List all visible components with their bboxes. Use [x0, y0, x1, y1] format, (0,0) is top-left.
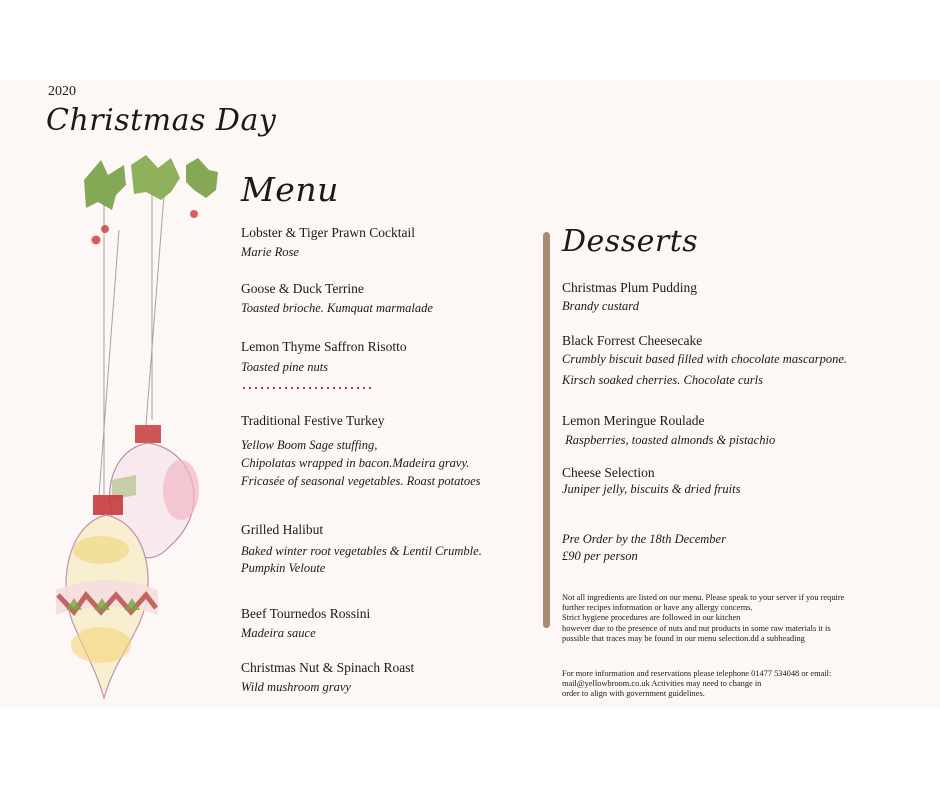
dessert-desc: Juniper jelly, biscuits & dried fruits: [562, 482, 741, 496]
column-divider: [543, 232, 550, 628]
contact-line: order to align with government guidelines.: [562, 689, 705, 699]
page-title: Christmas Day: [46, 103, 277, 138]
menu-item-desc: Toasted brioche. Kumquat marmalade: [241, 301, 433, 315]
menu-item-name: Traditional Festive Turkey: [241, 413, 385, 428]
menu-item-desc-line: Baked winter root vegetables & Lentil Crumble.: [241, 544, 482, 558]
menu-item-desc: Marie Rose: [241, 245, 299, 259]
year-label: 2020: [48, 84, 76, 99]
preorder-note: Pre Order by the 18th December: [562, 532, 726, 546]
menu-item-name: Lemon Thyme Saffron Risotto: [241, 339, 407, 354]
dotted-divider: [241, 386, 371, 390]
dessert-desc-line: Crumbly biscuit based filled with chocolate mascarpone.: [562, 352, 848, 366]
dessert-desc-line: Kirsch soaked cherries. Chocolate curls: [562, 373, 764, 387]
menu-item-desc-line: Fricasée of seasonal vegetables. Roast potatoes: [241, 474, 481, 488]
allergy-line: further recipes information or have any allergy concerns.: [562, 603, 753, 613]
allergy-line: Strict hygiene procedures are followed in our kitchen: [562, 613, 741, 623]
menu-item-desc-line: Pumpkin Veloute: [241, 561, 326, 575]
menu-item-name: Christmas Nut & Spinach Roast: [241, 660, 415, 675]
menu-item-desc: Toasted pine nuts: [241, 360, 329, 374]
desserts-heading: Desserts: [562, 224, 699, 259]
dessert-desc: Brandy custard: [562, 299, 639, 313]
allergy-line: Not all ingredients are listed on our menu. Please speak to your server if you require: [562, 593, 845, 602]
dessert-name: Cheese Selection: [562, 465, 655, 480]
christmas-bauble-icon: [46, 150, 246, 715]
menu-item-name: Lobster & Tiger Prawn Cocktail: [241, 225, 415, 240]
menu-item-desc: Madeira sauce: [241, 626, 316, 640]
menu-item-name: Goose & Duck Terrine: [241, 281, 364, 296]
contact-line: For more information and reservations please telephone 01477 534048 or email:: [562, 669, 832, 678]
menu-item-name: Beef Tournedos Rossini: [241, 606, 371, 621]
dessert-desc: Raspberries, toasted almonds & pistachio: [562, 433, 776, 447]
menu-item-name: Grilled Halibut: [241, 522, 324, 537]
dessert-name: Christmas Plum Pudding: [562, 280, 698, 295]
contact-notice: [562, 669, 902, 700]
allergy-notice: [562, 593, 902, 644]
menu-item-desc-line: Yellow Boom Sage stuffing,: [241, 438, 378, 452]
menu-item-desc-line: Chipolatas wrapped in bacon.Madeira gravy.: [241, 456, 470, 470]
dessert-name: Lemon Meringue Roulade: [562, 413, 705, 428]
allergy-line: possible that traces may be found in our menu selection.dd a subheading: [562, 633, 805, 643]
contact-line: mail@yellowbroom.co.uk Activities may need to change in: [562, 679, 762, 689]
menu-heading: Menu: [241, 170, 339, 209]
dessert-name: Black Forrest Cheesecake: [562, 333, 703, 348]
menu-item-desc: Wild mushroom gravy: [241, 680, 351, 694]
allergy-line: however due to the presence of nuts and nut products in some raw materials it is: [562, 623, 831, 633]
price-note: £90 per person: [562, 549, 638, 563]
